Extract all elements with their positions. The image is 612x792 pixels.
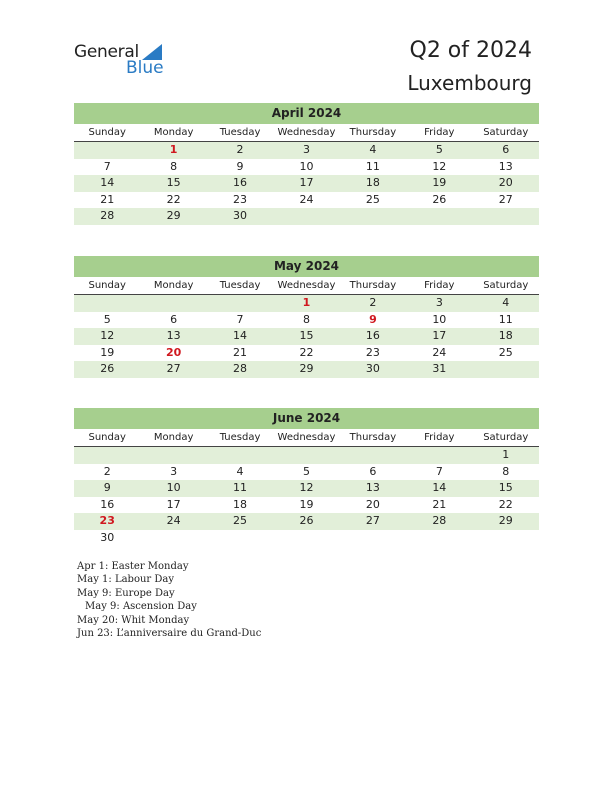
week-row	[74, 208, 539, 225]
day-cell	[74, 295, 140, 312]
day-cell: 19	[299, 497, 314, 511]
day-cell: 25	[365, 192, 380, 206]
day-cell: 29	[498, 514, 513, 527]
day-cell: 19	[432, 176, 447, 189]
day-cell: 4	[369, 143, 377, 156]
weekday-label: Wednesday	[277, 280, 336, 291]
day-cell	[207, 295, 273, 312]
day-cell	[140, 295, 206, 312]
day-cell: 30	[100, 530, 115, 544]
day-cell: 21	[100, 192, 115, 206]
day-cell: 12	[100, 329, 115, 342]
day-cell	[406, 530, 472, 547]
day-cell: 12	[432, 159, 447, 173]
day-cell	[207, 530, 273, 547]
day-cell: 14	[100, 176, 115, 189]
day-cell	[340, 447, 406, 464]
day-cell	[140, 530, 206, 547]
day-cell: 30	[365, 362, 380, 375]
day-cell: 16	[365, 329, 380, 342]
day-cell: 18	[498, 329, 513, 342]
day-cell: 28	[233, 362, 248, 375]
day-cell: 28	[100, 209, 115, 222]
day-cell: 5	[302, 464, 310, 478]
day-cell: 11	[498, 312, 513, 326]
day-cell: 25	[498, 345, 513, 359]
weekday-label: Saturday	[483, 432, 529, 443]
week-row	[74, 497, 539, 514]
week-row	[74, 345, 539, 362]
weekday-label: Friday	[424, 280, 455, 291]
week-row	[74, 159, 539, 176]
day-cell: 20	[498, 176, 513, 189]
day-cell: 3	[170, 464, 178, 478]
day-cell: 11	[233, 481, 248, 494]
week-row	[74, 192, 539, 209]
day-cell: 1	[169, 143, 178, 156]
day-cell: 7	[103, 159, 111, 173]
quarter-title: Q2 of 2024	[409, 38, 532, 63]
day-cell: 1	[302, 296, 311, 309]
day-cell: 7	[236, 312, 244, 326]
weekday-label: Monday	[153, 432, 194, 443]
day-cell: 5	[103, 312, 111, 326]
day-cell: 5	[435, 143, 443, 156]
day-cell: 17	[166, 497, 181, 511]
month-title: April 2024	[74, 103, 539, 124]
weekday-label: Tuesday	[219, 280, 261, 291]
weekday-label: Monday	[153, 127, 194, 138]
day-cell	[473, 530, 539, 547]
holiday-notes	[77, 560, 261, 640]
weekday-label: Friday	[424, 432, 455, 443]
week-row	[74, 480, 539, 497]
day-cell: 12	[299, 481, 314, 494]
weekday-label: Tuesday	[219, 127, 261, 138]
day-cell: 9	[103, 481, 111, 494]
holiday-note: May 9: Ascension Day	[85, 601, 197, 613]
day-cell	[74, 142, 140, 159]
day-cell: 17	[432, 329, 447, 342]
week-row	[74, 361, 539, 378]
month-title: June 2024	[74, 408, 539, 429]
day-cell	[74, 447, 140, 464]
day-cell: 13	[166, 329, 181, 342]
day-cell: 14	[432, 481, 447, 494]
day-cell: 13	[365, 481, 380, 494]
weekday-label: Sunday	[88, 127, 126, 138]
week-row	[74, 175, 539, 192]
day-cell	[473, 361, 539, 378]
day-cell	[140, 447, 206, 464]
day-cell: 17	[299, 176, 314, 189]
day-cell	[207, 447, 273, 464]
day-cell: 28	[432, 514, 447, 527]
month-title: May 2024	[74, 256, 539, 277]
day-cell: 8	[170, 159, 178, 173]
weekday-header-row	[74, 124, 539, 142]
weekday-label: Thursday	[349, 127, 397, 138]
weekday-label: Tuesday	[219, 432, 261, 443]
day-cell: 15	[498, 481, 513, 494]
day-cell	[406, 208, 472, 225]
day-cell: 21	[432, 497, 447, 511]
holiday-note: May 9: Europe Day	[77, 587, 175, 599]
day-cell	[473, 208, 539, 225]
day-cell: 16	[100, 497, 115, 511]
weekday-label: Friday	[424, 127, 455, 138]
day-cell: 20	[165, 345, 182, 359]
day-cell: 6	[502, 143, 510, 156]
day-cell: 15	[166, 176, 181, 189]
day-cell: 30	[233, 209, 248, 222]
day-cell: 24	[166, 514, 181, 527]
day-cell	[340, 530, 406, 547]
weekday-label: Wednesday	[277, 127, 336, 138]
day-cell	[273, 447, 339, 464]
month-block	[74, 256, 539, 378]
day-cell: 18	[233, 497, 248, 511]
day-cell: 23	[233, 192, 248, 206]
day-cell: 19	[100, 345, 115, 359]
logo-word-blue: Blue	[126, 58, 164, 78]
weekday-label: Sunday	[88, 432, 126, 443]
day-cell: 26	[100, 362, 115, 375]
week-row	[74, 312, 539, 329]
day-cell: 24	[299, 192, 314, 206]
day-cell: 8	[502, 464, 510, 478]
day-cell	[273, 208, 339, 225]
generalblue-logo	[74, 42, 164, 78]
day-cell: 25	[233, 514, 248, 527]
day-cell: 3	[435, 296, 443, 309]
day-cell: 29	[299, 362, 314, 375]
day-cell: 15	[299, 329, 314, 342]
day-cell: 16	[233, 176, 248, 189]
day-cell: 18	[365, 176, 380, 189]
day-cell: 10	[432, 312, 447, 326]
holiday-note: May 1: Labour Day	[77, 574, 174, 586]
week-row	[74, 447, 539, 464]
day-cell: 23	[365, 345, 380, 359]
day-cell: 27	[365, 514, 380, 527]
day-cell: 27	[166, 362, 181, 375]
day-cell: 2	[236, 143, 244, 156]
day-cell: 4	[236, 464, 244, 478]
week-row	[74, 513, 539, 530]
weekday-header-row	[74, 429, 539, 447]
holiday-note: Apr 1: Easter Monday	[77, 561, 189, 572]
day-cell: 26	[432, 192, 447, 206]
week-row	[74, 328, 539, 345]
weekday-label: Sunday	[88, 280, 126, 291]
weekday-label: Monday	[153, 280, 194, 291]
day-cell: 22	[299, 345, 314, 359]
day-cell: 9	[369, 312, 377, 326]
holiday-note: May 20: Whit Monday	[77, 614, 190, 626]
day-cell: 2	[369, 296, 377, 309]
day-cell: 11	[365, 159, 380, 173]
day-cell	[406, 447, 472, 464]
weekday-label: Thursday	[349, 432, 397, 443]
logo-word-general: General	[74, 42, 139, 62]
day-cell: 3	[302, 143, 310, 156]
day-cell: 26	[299, 514, 314, 527]
day-cell: 24	[432, 345, 447, 359]
day-cell: 2	[103, 464, 111, 478]
day-cell: 10	[166, 481, 181, 494]
day-cell: 14	[233, 329, 248, 342]
weekday-header-row	[74, 277, 539, 295]
weekday-label: Thursday	[349, 280, 397, 291]
day-cell: 27	[498, 192, 513, 206]
day-cell: 29	[166, 209, 181, 222]
day-cell: 13	[498, 159, 513, 173]
weekday-label: Saturday	[483, 127, 529, 138]
day-cell: 8	[302, 312, 310, 326]
day-cell: 6	[369, 464, 377, 478]
country-name: Luxembourg	[407, 71, 532, 95]
week-row	[74, 464, 539, 481]
day-cell: 10	[299, 159, 314, 173]
day-cell: 4	[502, 296, 510, 309]
day-cell: 20	[365, 497, 380, 511]
holiday-note: Jun 23: L’anniversaire du Grand-Duc	[77, 628, 262, 640]
day-cell: 21	[233, 345, 248, 359]
weekday-label: Saturday	[483, 280, 529, 291]
week-row	[74, 295, 539, 312]
day-cell: 1	[502, 448, 510, 461]
day-cell: 31	[432, 362, 447, 375]
month-block	[74, 408, 539, 546]
day-cell: 23	[99, 514, 115, 527]
month-block	[74, 103, 539, 225]
day-cell: 22	[498, 497, 513, 511]
day-cell	[273, 530, 339, 547]
day-cell: 9	[236, 159, 244, 173]
day-cell: 7	[435, 464, 443, 478]
day-cell: 22	[166, 192, 181, 206]
day-cell	[340, 208, 406, 225]
week-row	[74, 530, 539, 547]
day-cell: 6	[170, 312, 178, 326]
week-row	[74, 142, 539, 159]
weekday-label: Wednesday	[277, 432, 336, 443]
